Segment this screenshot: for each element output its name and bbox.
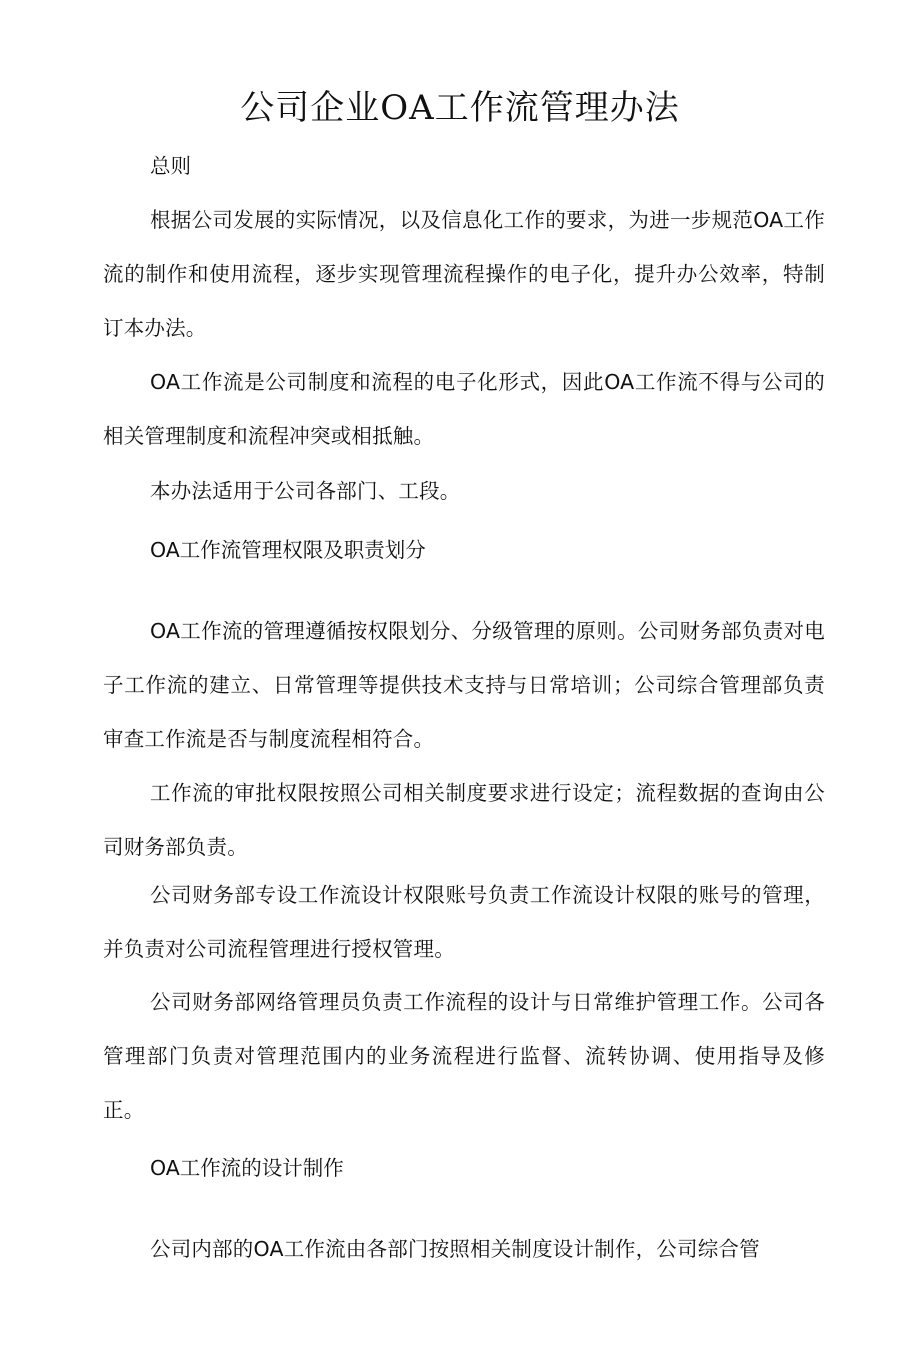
paragraph: 工作流的审批权限按照公司相关制度要求进行设定；流程数据的查询由公司财务部负责。 [103,781,825,859]
paragraph: 根据公司发展的实际情况，以及信息化工作的要求，为进一步规范OA工作流的制作和使用流程，逐步实现管理流程操作的电子化，提升办公效率，特制订本办法。 [103,208,825,340]
section-heading-design: OA工作流的设计制作 [150,1156,344,1180]
paragraph: 公司财务部网络管理员负责工作流程的设计与日常维护管理工作。公司各管理部门负责对管理范围内的业务流程进行监督、流转协调、使用指导及修正。 [103,990,825,1122]
paragraph: OA工作流的管理遵循按权限划分、分级管理的原则。公司财务部负责对电子工作流的建立、日常管理等提供技术支持与日常培训；公司综合管理部负责审查工作流是否与制度流程相符合。 [103,619,825,751]
document-title: 公司企业OA工作流管理办法 [240,88,680,128]
section-heading-permissions: OA工作流管理权限及职责划分 [150,538,426,562]
paragraph: 公司财务部专设工作流设计权限账号负责工作流设计权限的账号的管理，并负责对公司流程管理进行授权管理。 [103,883,825,961]
paragraph: OA工作流是公司制度和流程的电子化形式，因此OA工作流不得与公司的相关管理制度和流程冲突或相抵触。 [103,370,825,448]
paragraph: 公司内部的OA工作流由各部门按照相关制度设计制作，公司综合管 [150,1237,760,1261]
section-heading-general: 总则 [150,154,191,178]
paragraph: 本办法适用于公司各部门、工段。 [150,479,461,503]
